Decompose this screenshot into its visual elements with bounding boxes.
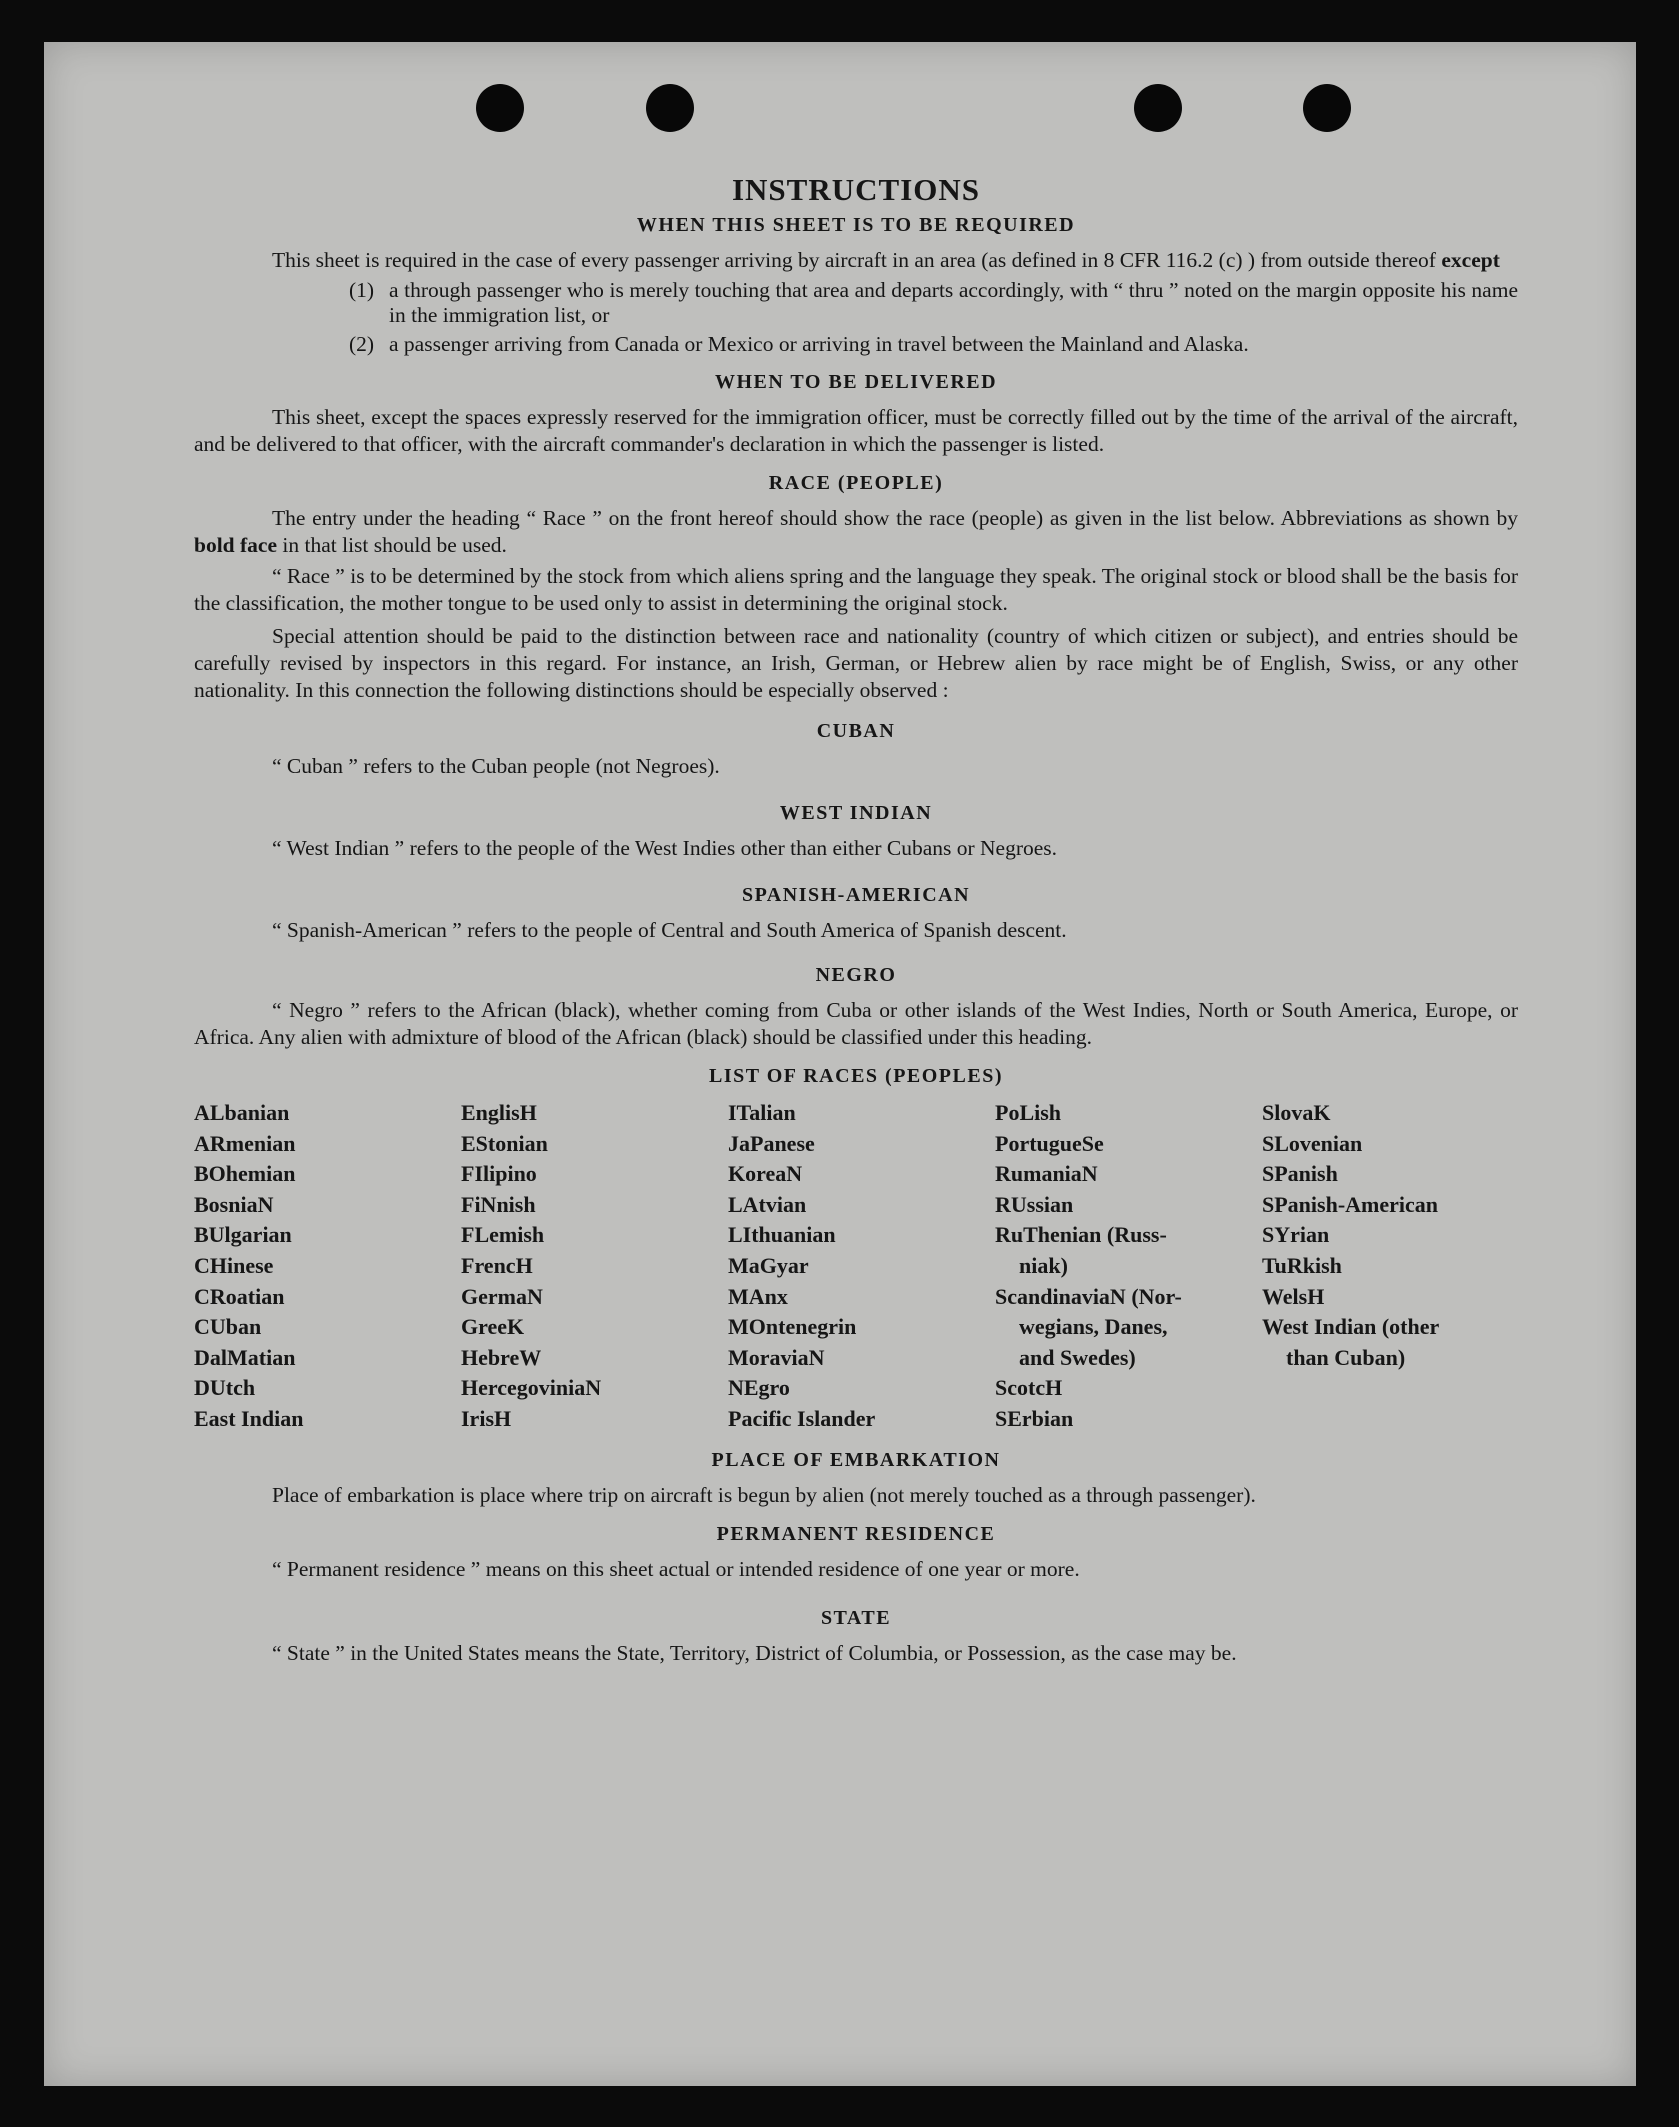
race-entry: MAnx [728,1283,788,1309]
heading-state: STATE [820,1606,892,1629]
race-entry: HebreW [461,1344,542,1370]
race-entry: RumaniaN [995,1161,1098,1187]
race-entry: DalMatian [194,1344,296,1370]
race-entry: RuThenian (Russ- [995,1222,1167,1248]
negro-text: “ Negro ” refers to the African (black), whether coming from Cuba or other islands of the West Indies, North or South America, Europe, or Africa. Any alien with admixture of blood of the African (black) should be classified under this heading. [194,998,1518,1049]
punch-hole [1303,84,1351,132]
heading-permanent-residence: PERMANENT RESIDENCE [716,1522,996,1545]
race-entry: JaPanese [728,1130,815,1156]
race-entry: CUban [194,1314,262,1340]
exception-text: a passenger arriving from Canada or Mexico or arriving in travel between the Mainland and Alaska. [389,332,1249,356]
embarkation-text: Place of embarkation is place where trip on aircraft is begun by alien (not merely touched as a through passenger). [272,1482,1256,1507]
race-entry: FrencH [461,1252,533,1278]
when-delivered-text: This sheet, except the spaces expressly reserved for the immigration officer, must be correctly filled out by the time of the arrival of the aircraft, and be delivered to that officer, with the aircraft commander's declaration in which the passenger is listed. [194,405,1518,456]
race-entry: ALbanian [194,1100,290,1125]
race-entry: MaGyar [728,1252,809,1278]
races-column [995,1098,1262,1435]
race-entry: WelsH [1262,1283,1325,1309]
heading-west-indian: WEST INDIAN [779,802,933,824]
race-entry: Pacific Islander [728,1405,876,1431]
races-list [194,1098,1518,1435]
race-entry: FLemish [461,1222,545,1248]
heading-race: RACE (PEOPLE) [768,472,944,494]
races-column [194,1098,461,1435]
spanish-american-text: “ Spanish-American ” refers to the people of Central and South America of Spanish descent. [272,918,1067,942]
state-text: “ State ” in the United States means the State, Territory, District of Columbia, or Possession, as the case may be. [272,1640,1237,1665]
race-paragraph-2: “ Race ” is to be determined by the stock from which aliens spring and the language they speak. The original stock or blood shall be the basis for the classification, the mother tongue to be used only to assist in determining the original stock. [194,564,1518,615]
race-entry: SErbian [995,1405,1074,1431]
race-paragraph-3: Special attention should be paid to the distinction between race and nationality (country of which citizen or subject), and entries should be carefully revised by inspectors in this regard. For instance, an Irish, German, or Hebrew alien by race might be of English, Swiss, or any other nationality. In this connection the following distinctions should be especially observed : [194,624,1518,702]
race-entry: GermaN [461,1283,543,1309]
race-entry: TuRkish [1262,1252,1342,1278]
when-required-intro: This sheet is required in the case of every passenger arriving by aircraft in an area (as defined in 8 CFR 116.2 (c) ) from outside thereof except [272,248,1500,272]
race-entry-continuation: and Swedes) [1019,1344,1136,1370]
race-entry: ScandinaviaN (Nor- [995,1283,1182,1309]
instructions-content [194,172,1518,1667]
race-entry: CRoatian [194,1283,285,1309]
race-entry: IrisH [461,1405,512,1431]
heading-list-of-races: LIST OF RACES (PEOPLES) [708,1065,1003,1087]
race-entry: BUlgarian [194,1222,292,1248]
page-title: INSTRUCTIONS [731,172,980,207]
race-entry: EnglisH [461,1100,537,1125]
heading-spanish-american: SPANISH-AMERICAN [741,884,971,906]
race-entry: ScotcH [995,1375,1063,1401]
document-sheet [44,42,1636,2086]
race-entry: SYrian [1262,1222,1330,1248]
race-entry: BOhemian [194,1161,296,1187]
exception-number: (2) [349,332,375,356]
race-entry: HercegoviniaN [461,1375,602,1401]
race-entry: MOntenegrin [728,1314,857,1340]
race-entry: SLovenian [1262,1130,1363,1156]
races-column [461,1098,728,1435]
residence-text: “ Permanent residence ” means on this sheet actual or intended residence of one year or more. [272,1556,1080,1581]
exception-item [349,332,1518,357]
except-word: except [1441,248,1500,272]
race-entry: GreeK [461,1314,525,1340]
race-entry: West Indian (other [1262,1314,1440,1340]
race-entry: ARmenian [194,1130,296,1156]
west-indian-text: “ West Indian ” refers to the people of the West Indies other than either Cubans or Negroes. [272,836,1058,860]
race-entry: MoraviaN [728,1344,825,1370]
heading-place-of-embarkation: PLACE OF EMBARKATION [711,1448,1001,1471]
race-entry-continuation: than Cuban) [1286,1344,1406,1370]
race-entry: FIlipino [461,1161,537,1187]
race-entry: SPanish-American [1262,1191,1438,1217]
race-entry: FiNnish [461,1191,536,1217]
heading-cuban: CUBAN [816,720,896,742]
race-entry: East Indian [194,1405,304,1431]
punch-hole [476,84,524,132]
race-entry-continuation: niak) [1019,1252,1068,1278]
race-entry: BosniaN [194,1191,274,1217]
race-entry: PoLish [995,1100,1062,1125]
races-column [728,1098,995,1435]
exception-number: (1) [349,278,375,302]
race-entry: DUtch [194,1375,256,1401]
race-entry: RUssian [995,1191,1074,1217]
race-entry: SlovaK [1262,1100,1331,1125]
heading-when-required: WHEN THIS SHEET IS TO BE REQUIRED [636,214,1076,236]
exception-item [349,278,1518,328]
punch-hole [646,84,694,132]
race-entry: NEgro [728,1375,790,1401]
race-entry: EStonian [461,1130,548,1156]
races-column [1262,1098,1518,1435]
race-paragraph-1: The entry under the heading “ Race ” on the front hereof should show the race (people) as given in the list below. Abbreviations as shown by bold face in that list should be used. [194,506,1518,557]
race-entry: SPanish [1262,1161,1338,1187]
heading-negro: NEGRO [815,964,897,986]
race-entry: KoreaN [728,1161,803,1187]
race-entry-continuation: wegians, Danes, [1019,1314,1168,1340]
cuban-text: “ Cuban ” refers to the Cuban people (not Negroes). [272,754,720,778]
race-entry: CHinese [194,1252,274,1278]
bold-face-phrase: bold face [194,533,278,557]
punch-hole [1134,84,1182,132]
heading-when-delivered: WHEN TO BE DELIVERED [714,371,998,393]
exception-text: a through passenger who is merely touching that area and departs accordingly, with “ thru ” noted on the margin opposite his name in the immigration list, or [389,278,1518,327]
race-entry: PortugueSe [995,1130,1104,1156]
race-entry: LAtvian [728,1191,807,1217]
race-entry: ITalian [728,1100,796,1125]
race-entry: LIthuanian [728,1222,836,1248]
